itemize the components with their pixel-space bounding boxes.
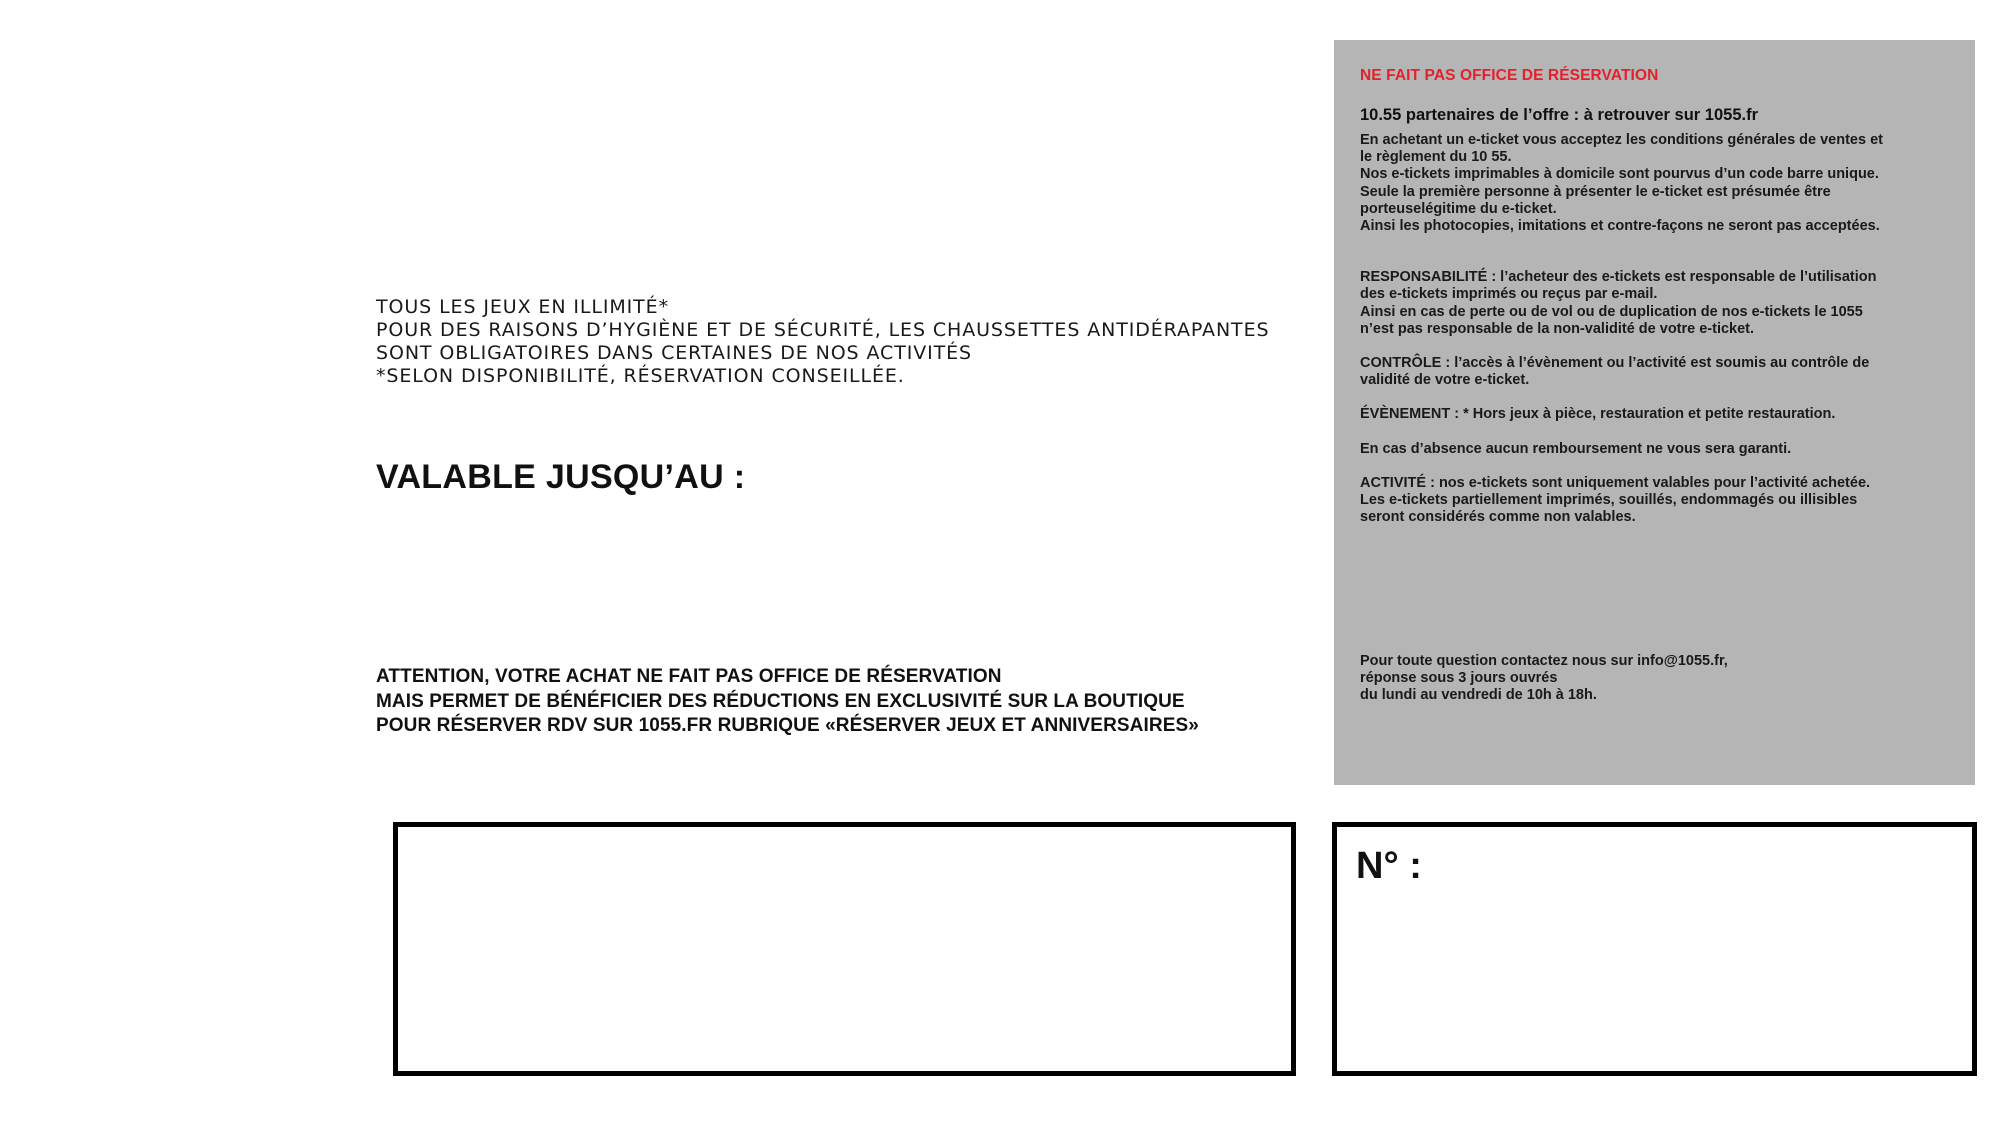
info-line: SONT OBLIGATOIRES DANS CERTAINES DE NOS ACTIVITÉS (376, 342, 972, 364)
terms-line: ÉVÈNEMENT : * Hors jeux à pièce, restauration et petite restauration. (1360, 406, 1836, 423)
attention-line: MAIS PERMET DE BÉNÉFICIER DES RÉDUCTIONS EN EXCLUSIVITÉ SUR LA BOUTIQUE (376, 690, 1185, 712)
ticket-number-box (1332, 822, 1977, 1076)
purchase-paragraph (1360, 132, 1951, 235)
contact-line: du lundi au vendredi de 10h à 18h. (1360, 687, 1597, 704)
control-paragraph (1360, 355, 1951, 389)
reservation-warning: NE FAIT PAS OFFICE DE RÉSERVATION (1360, 67, 1659, 84)
terms-line: validité de votre e-ticket. (1360, 372, 1530, 389)
terms-line: Nos e-tickets imprimables à domicile sont pourvus d’un code barre unique. (1360, 166, 1879, 183)
partners-heading: 10.55 partenaires de l’offre : à retrouver sur 1055.fr (1360, 106, 1759, 124)
terms-text (1360, 132, 1951, 526)
attention-line: POUR RÉSERVER RDV SUR 1055.FR RUBRIQUE «RÉSERVER JEUX ET ANNIVERSAIRES» (376, 715, 1199, 736)
terms-panel (1334, 40, 1975, 785)
info-line: *SELON DISPONIBILITÉ, RÉSERVATION CONSEILLÉE. (376, 365, 905, 387)
terms-line: En cas d’absence aucun remboursement ne vous sera garanti. (1360, 440, 1792, 457)
offer-info (376, 296, 1270, 388)
info-line: TOUS LES JEUX EN ILLIMITÉ* (376, 296, 669, 318)
event-paragraph (1360, 406, 1951, 423)
contact-info (1360, 653, 1728, 705)
info-line: POUR DES RAISONS D’HYGIÈNE ET DE SÉCURITÉ, LES CHAUSSETTES ANTIDÉRAPANTES (376, 319, 1270, 341)
terms-line: le règlement du 10 55. (1360, 149, 1512, 166)
terms-line: En achetant un e-ticket vous acceptez les conditions générales de ventes et (1360, 132, 1883, 148)
terms-line: Les e-tickets partiellement imprimés, souillés, endommagés ou illisibles (1360, 492, 1858, 509)
terms-line: Ainsi en cas de perte ou de vol ou de duplication de nos e-tickets le 1055 (1360, 303, 1863, 320)
contact-line: réponse sous 3 jours ouvrés (1360, 670, 1558, 687)
absence-paragraph (1360, 441, 1951, 458)
contact-line: Pour toute question contactez nous sur info@1055.fr, (1360, 653, 1728, 669)
validity-label: VALABLE JUSQU’AU : (376, 458, 746, 496)
terms-line: des e-tickets imprimés ou reçus par e-mail. (1360, 286, 1658, 303)
ticket-number-label: N° : (1356, 845, 1422, 887)
activity-paragraph (1360, 475, 1951, 527)
attention-line: ATTENTION, VOTRE ACHAT NE FAIT PAS OFFICE DE RÉSERVATION (376, 666, 1002, 687)
terms-line: ACTIVITÉ : nos e-tickets sont uniquement valables pour l’activité achetée. (1360, 474, 1871, 491)
terms-line: porteuselégitime du e-ticket. (1360, 200, 1557, 217)
terms-line: Seule la première personne à présenter le e-ticket est présumée être (1360, 183, 1831, 200)
terms-line: RESPONSABILITÉ : l’acheteur des e-tickets est responsable de l’utilisation (1360, 269, 1877, 286)
validity-date-box (393, 822, 1296, 1076)
attention-notice (376, 665, 1296, 739)
terms-line: n’est pas responsable de la non-validité de votre e-ticket. (1360, 320, 1755, 337)
terms-line: seront considérés comme non valables. (1360, 509, 1636, 526)
terms-line: Ainsi les photocopies, imitations et contre-façons ne seront pas acceptées. (1360, 218, 1880, 235)
terms-line: CONTRÔLE : l’accès à l’évènement ou l’activité est soumis au contrôle de (1360, 355, 1870, 372)
responsibility-paragraph (1360, 269, 1951, 338)
